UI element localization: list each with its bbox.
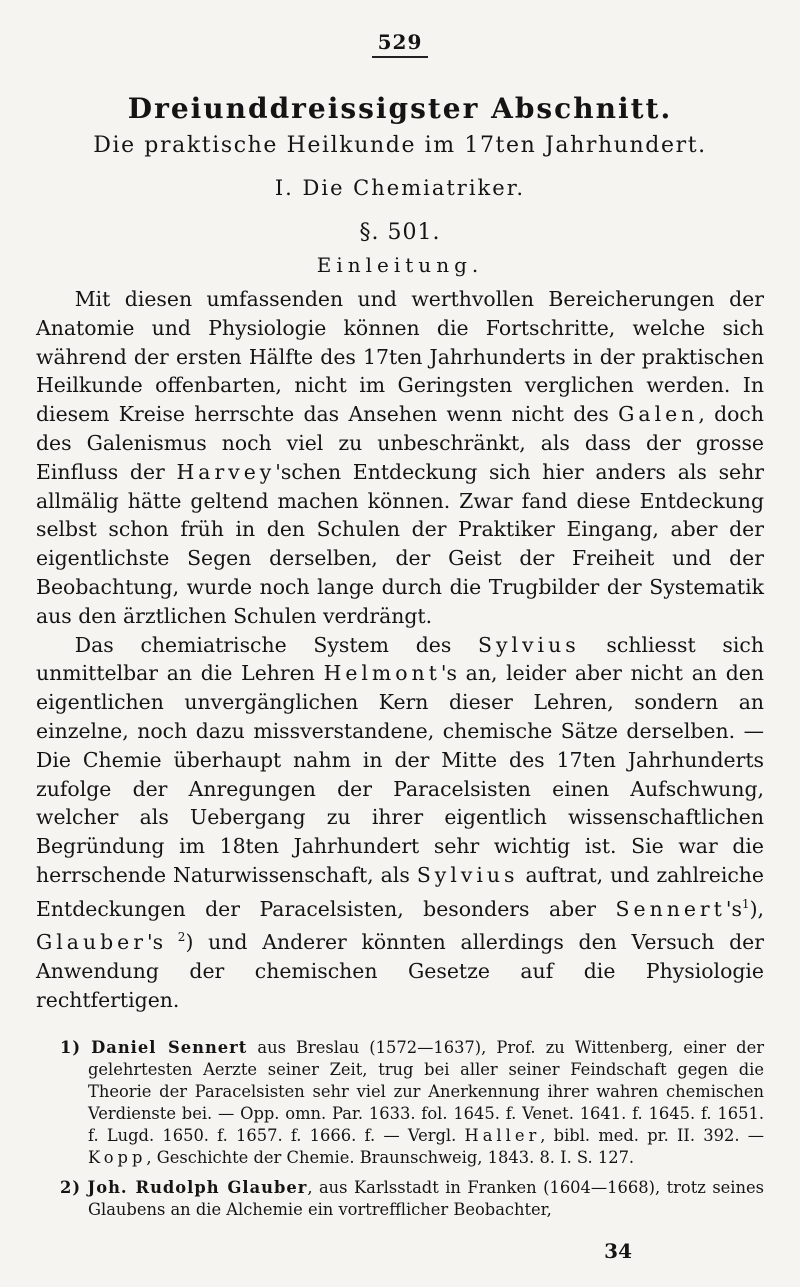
text-run: , aus Karlsstadt in Franken (1604—1668), trotz seines Glaubens an die Alchemie ein vortrefflicher Beobachter, bbox=[88, 1177, 764, 1219]
text-run: 's an, leider aber nicht an den eigentlichen unvergänglichen Kern dieser Lehren, sondern an einzelne, noch dazu missverstandene, chemische Sätze derselben. — Die Chemie überhaupt nahm in der Mitte des 17ten Jahrhunderts zufolge der Anregungen der Paracelsisten einen Aufschwung, welcher als Uebergang zu ihrer eigentlich wissenschaftlichen Begründung im 18ten Jahrhundert sehr wichtig ist. Sie war die herrschende Naturwissenschaft, als bbox=[36, 661, 764, 887]
text-run: Das chemiatrische System des bbox=[74, 632, 479, 657]
footnote-2 bbox=[36, 1177, 764, 1221]
name-sylvius: Sylvius bbox=[478, 632, 580, 657]
text-run: 'schen Entdeckung sich hier anders als sehr allmälig hätte geltend machen können. Zwar fand diese Entdeckung selbst schon früh in den Schulen der Praktiker Eingang, aber der eigentlichste Segen derselben, der Geist der Freiheit und der Beobachtung, wurde noch lange durch die Trugbilder der Systematik aus den ärztlichen Schulen verdrängt. bbox=[36, 459, 764, 628]
text-run: 's bbox=[146, 930, 178, 955]
name-harvey: Harvey bbox=[176, 459, 276, 484]
name-sennert: Sennert bbox=[615, 896, 726, 921]
chapter-title: Dreiunddreissigster Abschnitt. bbox=[127, 92, 673, 125]
footnote-1 bbox=[36, 1037, 764, 1169]
text-run: auftrat, und zahlreiche Entdeckungen der Paracelsisten, besonders aber bbox=[36, 862, 764, 921]
footnote-name: Joh. Rudolph Glauber bbox=[87, 1177, 308, 1197]
text-run: Mit diesen umfassenden und werthvollen Bereicherungen der Anatomie und Physiologie können die Fortschritte, welche sich während der ersten Hälfte des 17ten Jahrhunderts in der praktischen Heilkunde offenbarten, nicht im Geringsten verglichen werden. In diesem Kreise herrschte das Ansehen wenn nicht des bbox=[36, 287, 764, 427]
text-run: ) und Anderer könnten allerdings den Versuch der Anwendung der chemischen Gesetze auf die Physiologie rechtfertigen. bbox=[36, 930, 764, 1012]
footnote-ref-1: 1 bbox=[741, 896, 750, 911]
paragraph-1 bbox=[36, 285, 764, 631]
chapter-subtitle: Die praktische Heilkunde im 17ten Jahrhundert. bbox=[93, 133, 707, 158]
paragraph-mark: §. 501. bbox=[359, 220, 441, 245]
name-glauber: Glauber bbox=[36, 930, 147, 955]
text-run: , doch des Galenismus noch viel zu unbeschränkt, als dass der grosse Einfluss der bbox=[36, 402, 764, 484]
text-run: , bibl. med. pr. II. 392. — bbox=[540, 1125, 764, 1145]
footnote-ref-2: 2 bbox=[177, 930, 186, 945]
text-run: aus Breslau (1572—1637), Prof. zu Wittenberg, einer der gelehrtesten Aerzte seiner Zeit, trug bei aller seiner Feindschaft gegen die Theorie der Paracelsisten sehr viel zur Anerkennung ihrer wahren chemischen Verdienste bei. — Opp. omn. Par. 1633. fol. 1645. f. Venet. 1641. f. 1645. f. 1651. f. Lugd. 1650. f. 1657. f. 1666. f. — Vergl. bbox=[88, 1037, 764, 1145]
signature-mark: 34 bbox=[604, 1239, 632, 1263]
body-text bbox=[36, 285, 764, 1015]
name-helmont: Helmont bbox=[323, 661, 441, 686]
paragraph-2 bbox=[36, 631, 764, 1015]
name-galen: Galen bbox=[618, 402, 699, 427]
text-run: 's bbox=[725, 896, 742, 921]
footnote-mark: 1) bbox=[60, 1037, 82, 1057]
footnote-name: Daniel Sennert bbox=[91, 1037, 248, 1057]
page-number: 529 bbox=[36, 30, 764, 58]
name-kopp: Kopp bbox=[88, 1147, 147, 1167]
text-run: schliesst sich unmittelbar an die Lehren bbox=[36, 632, 764, 686]
text-run: ), bbox=[749, 896, 764, 921]
intro-heading: Einleitung. bbox=[316, 253, 484, 277]
name-haller: Haller bbox=[464, 1125, 541, 1145]
text-run: , Geschichte der Chemie. Braunschweig, 1843. 8. I. S. 127. bbox=[146, 1147, 635, 1167]
section-title: I. Die Chemiatriker. bbox=[274, 176, 526, 200]
footnote-mark: 2) bbox=[60, 1177, 82, 1197]
footnotes bbox=[36, 1037, 764, 1221]
name-sylvius: Sylvius bbox=[416, 862, 519, 887]
